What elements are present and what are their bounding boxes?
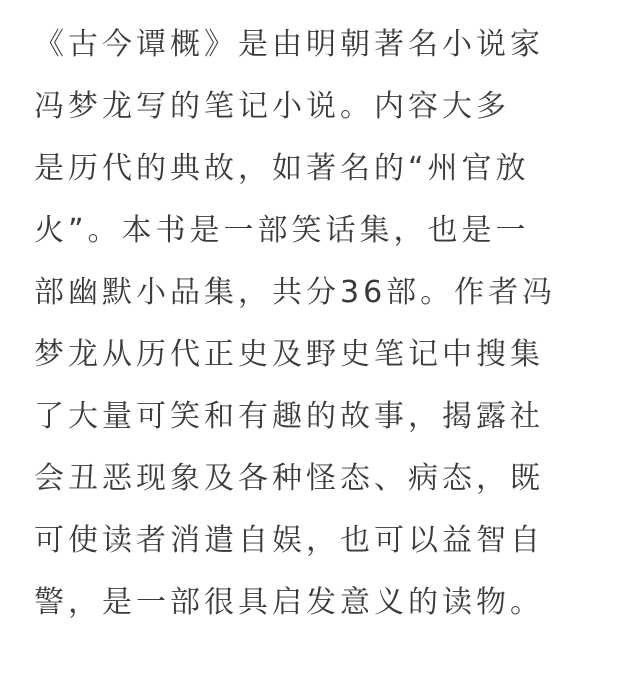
paragraph-line: 《古今谭概》是由明朝著名小说家: [34, 27, 544, 62]
article-paragraph: [34, 14, 614, 634]
paragraph-line: 冯梦龙写的笔记小说。内容大多: [34, 89, 510, 124]
paragraph-line: 部幽默小品集，共分36部。作者冯: [34, 275, 557, 310]
paragraph-line: 是历代的典故，如著名的“州官放: [34, 151, 530, 186]
paragraph-line: 了大量可笑和有趣的故事，揭露社: [34, 399, 544, 434]
paragraph-line: 可使读者消遣自娱，也可以益智自: [34, 523, 544, 558]
paragraph-line: 会丑恶现象及各种怪态、病态，既: [34, 461, 544, 496]
paragraph-line: 火”。本书是一部笑话集，也是一: [34, 213, 530, 248]
paragraph-line: 梦龙从历代正史及野史笔记中搜集: [34, 337, 544, 372]
paragraph-line: 警，是一部很具启发意义的读物。: [34, 585, 544, 620]
